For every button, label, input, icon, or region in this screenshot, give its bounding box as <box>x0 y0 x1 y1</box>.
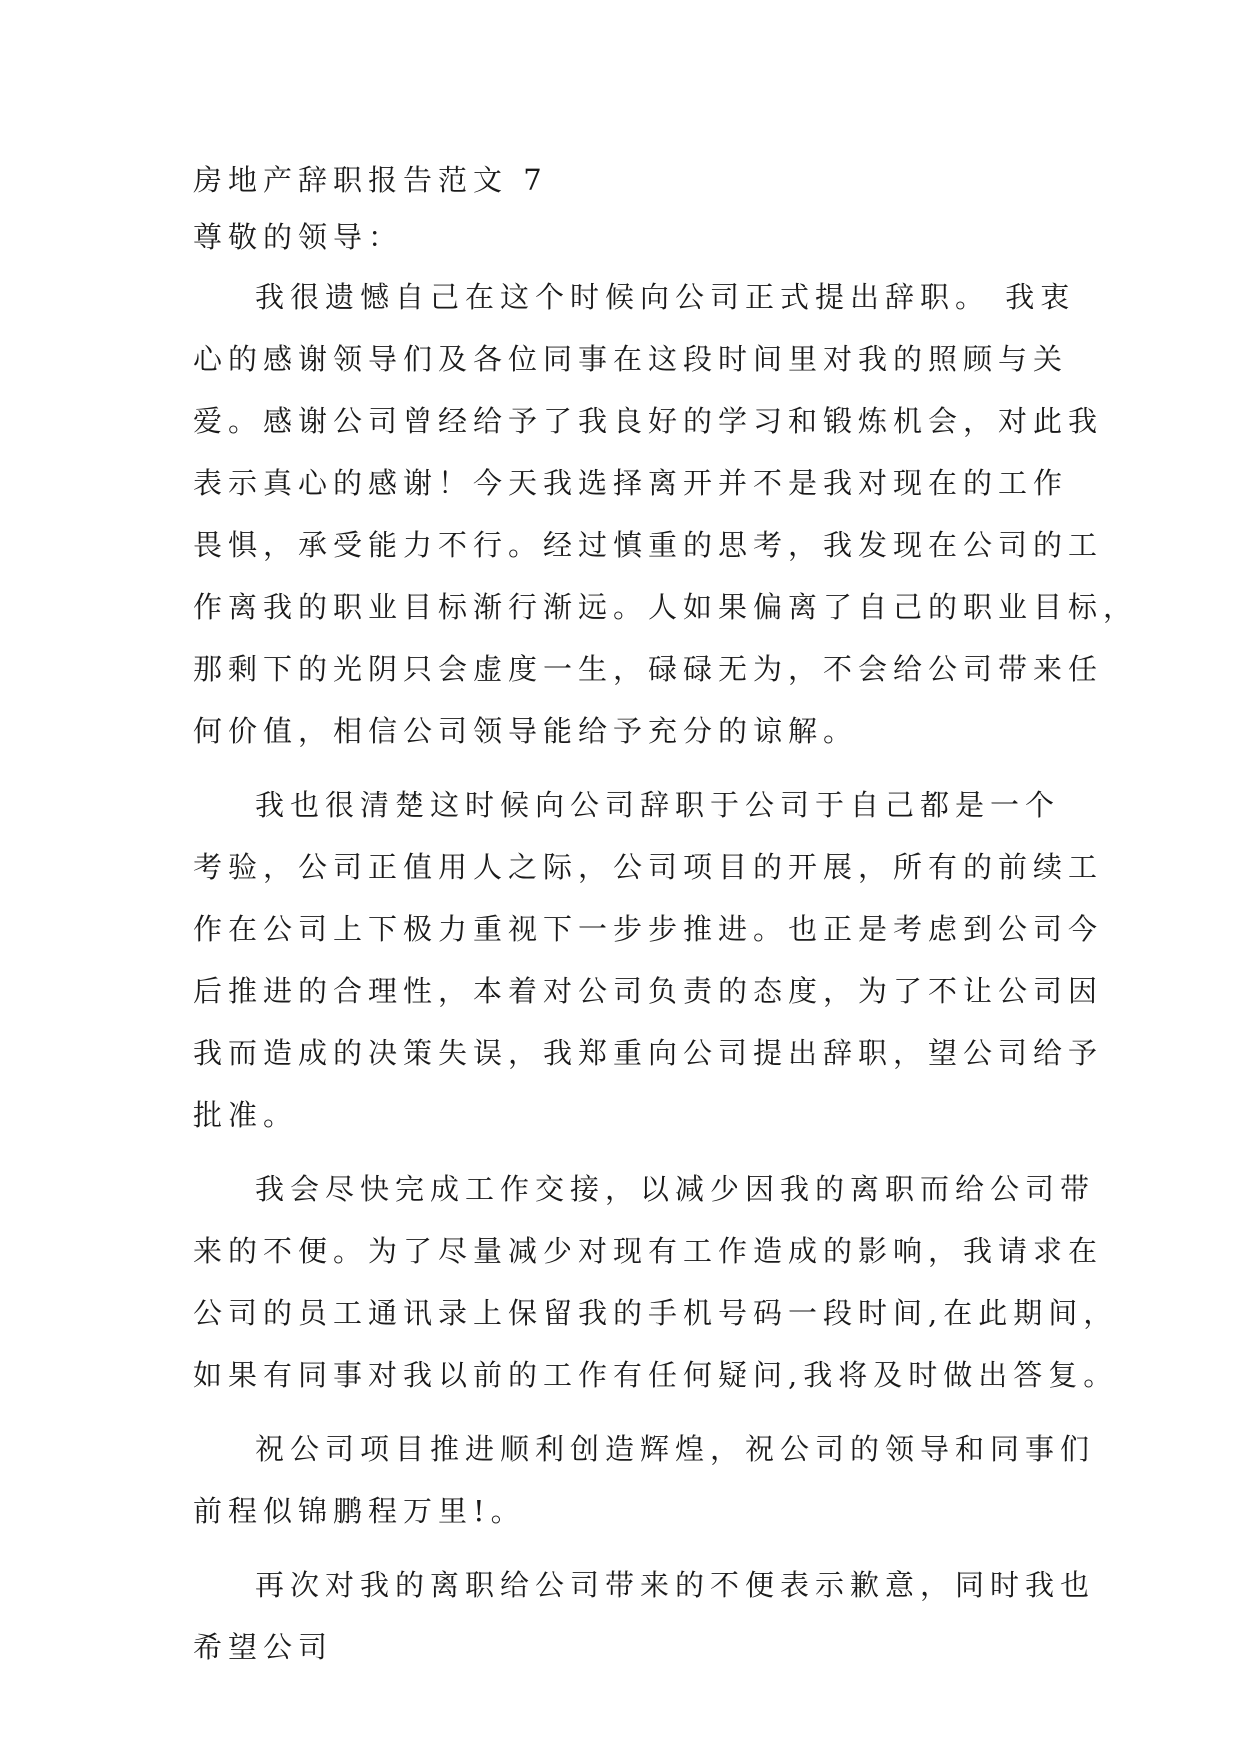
paragraph-line: 我很遗憾自己在这个时候向公司正式提出辞职。 我衷 <box>255 280 1076 314</box>
paragraph-line: 表示真心的感谢！今天我选择离开并不是我对现在的工作 <box>193 466 1069 500</box>
paragraph-3 <box>193 1158 1119 1406</box>
document-title: 房地产辞职报告范文 7 <box>193 163 548 197</box>
paragraph-line: 畏惧，承受能力不行。经过慎重的思考，我发现在公司的工 <box>193 528 1104 562</box>
paragraph-line: 祝公司项目推进顺利创造辉煌，祝公司的领导和同事们 <box>255 1432 1096 1466</box>
paragraph-4 <box>193 1418 1096 1542</box>
paragraph-line: 那剩下的光阴只会虚度一生，碌碌无为，不会给公司带来任 <box>193 652 1104 686</box>
paragraph-line: 我也很清楚这时候向公司辞职于公司于自己都是一个 <box>255 788 1061 822</box>
paragraph-line: 来的不便。为了尽量减少对现有工作造成的影响，我请求在 <box>193 1234 1104 1268</box>
document-page <box>193 152 1139 1678</box>
paragraph-line: 何价值，相信公司领导能给予充分的谅解。 <box>193 714 859 748</box>
paragraph-1 <box>193 266 1139 762</box>
paragraph-line: 前程似锦鹏程万里!。 <box>193 1494 526 1528</box>
paragraph-line: 再次对我的离职给公司带来的不便表示歉意，同时我也 <box>255 1568 1096 1602</box>
salutation: 尊敬的领导： <box>193 220 404 254</box>
paragraph-line: 我而造成的决策失误，我郑重向公司提出辞职，望公司给予 <box>193 1036 1104 1070</box>
paragraph-line: 爱。感谢公司曾经给予了我良好的学习和锻炼机会，对此我 <box>193 404 1104 438</box>
paragraph-line: 作离我的职业目标渐行渐远。人如果偏离了自己的职业目标， <box>193 590 1139 624</box>
paragraph-line: 公司的员工通讯录上保留我的手机号码一段时间,在此期间， <box>193 1296 1119 1330</box>
paragraph-5 <box>193 1554 1096 1678</box>
paragraph-line: 作在公司上下极力重视下一步步推进。也正是考虑到公司今 <box>193 912 1104 946</box>
paragraph-line: 我会尽快完成工作交接，以减少因我的离职而给公司带 <box>255 1172 1096 1206</box>
paragraph-line: 后推进的合理性，本着对公司负责的态度，为了不让公司因 <box>193 974 1104 1008</box>
paragraph-line: 批准。 <box>193 1098 299 1132</box>
paragraph-line: 如果有同事对我以前的工作有任何疑问,我将及时做出答复。 <box>193 1358 1119 1392</box>
paragraph-line: 考验，公司正值用人之际，公司项目的开展，所有的前续工 <box>193 850 1104 884</box>
paragraph-line: 希望公司 <box>193 1630 334 1664</box>
paragraph-2 <box>193 774 1104 1146</box>
paragraph-line: 心的感谢领导们及各位同事在这段时间里对我的照顾与关 <box>193 342 1069 376</box>
